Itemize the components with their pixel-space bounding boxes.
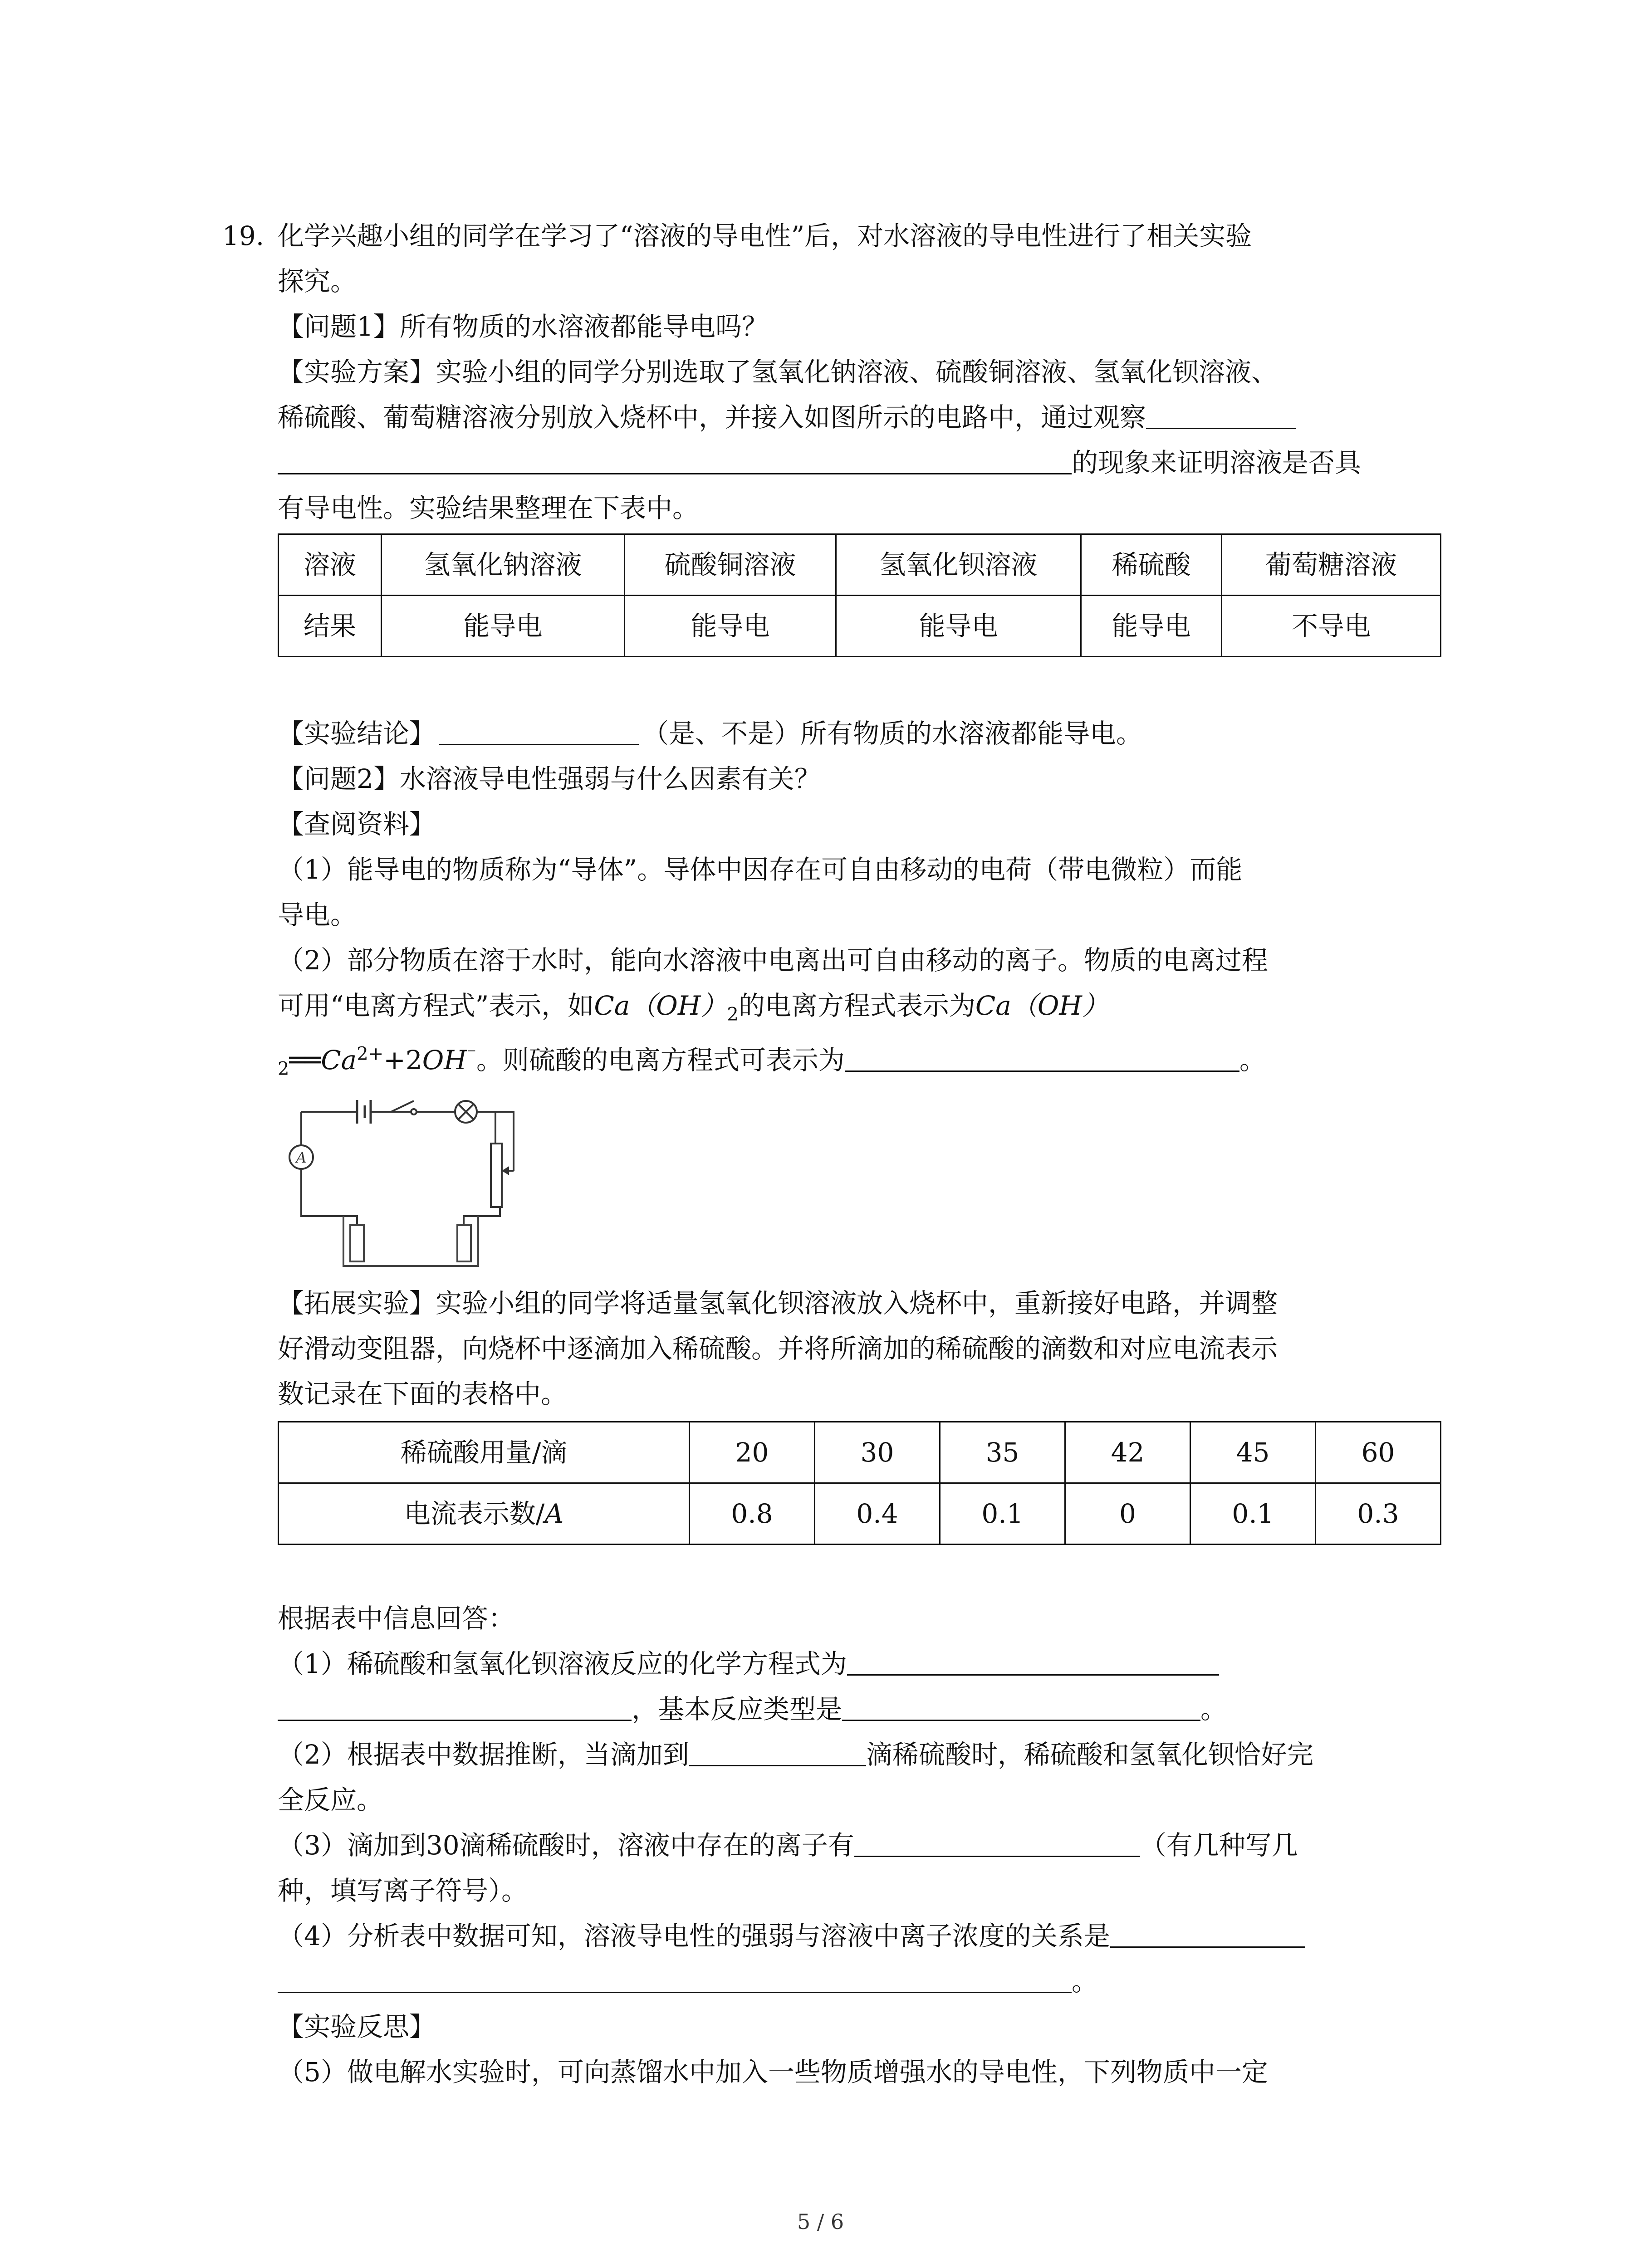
reference-2-line-3 [278, 1037, 1439, 1083]
answer-blank-observation-1[interactable] [1146, 401, 1296, 429]
table-cell: 能导电 [836, 596, 1081, 657]
plan-text-2: 稀硫酸、葡萄糖溶液分别放入烧杯中，并接入如图所示的电路中，通过观察 [278, 402, 1146, 433]
table-cell: 稀硫酸用量/滴 [279, 1422, 690, 1483]
conductivity-results-table [278, 533, 1441, 657]
circuit-wire [301, 1202, 357, 1257]
reference-text: 。则硫酸的电离方程式可表示为 [476, 1045, 845, 1075]
conclusion-suffix: （是、不是）所有物质的水溶液都能导电。 [642, 718, 1143, 749]
table-cell: 溶液 [279, 534, 382, 596]
table-cell: 0.1 [1190, 1483, 1316, 1545]
problem-2: 【问题2】水溶液导电性强弱与什么因素有关？ [278, 763, 821, 794]
reference-1-line-1: （1）能导电的物质称为“导体”。导体中因存在可自由移动的电荷（带电微粒）而能 [278, 854, 1243, 885]
reference-text: 可用“电离方程式”表示，如 [278, 990, 594, 1021]
reflection-title: 【实验反思】 [278, 2011, 436, 2042]
answer-3-line-2: 种，填写离子符号）。 [278, 1875, 528, 1906]
current-label: 电流表示数/ [404, 1498, 545, 1529]
current-unit: A [544, 1498, 564, 1529]
formula-ca: Ca [975, 990, 1011, 1021]
answer-blank-observation-2[interactable] [278, 446, 1072, 474]
answers-intro: 根据表中信息回答： [278, 1603, 515, 1634]
formula-superscript: ⁻ [466, 1043, 476, 1065]
answer-text: （3）滴加到30滴稀硫酸时，溶液中存在的离子有 [278, 1830, 854, 1861]
table-cell: 能导电 [625, 596, 836, 657]
intro-line-1 [222, 213, 1439, 259]
answer-text: （有几种写几 [1140, 1830, 1298, 1861]
table-cell: 氢氧化钡溶液 [836, 534, 1081, 596]
conclusion-line [278, 711, 1439, 756]
table-cell: 0.4 [815, 1483, 940, 1545]
table-row [279, 1422, 1441, 1483]
extension-line-2: 好滑动变阻器，向烧杯中逐滴加入稀硫酸。并将所滴加的稀硫酸的滴数和对应电流表示 [278, 1333, 1278, 1364]
table-cell: 30 [815, 1422, 940, 1483]
plan-line-1: 【实验方案】实验小组的同学分别选取了氢氧化钠溶液、硫酸铜溶液、氢氧化钡溶液、 [278, 357, 1278, 387]
formula-superscript: 2+ [357, 1043, 384, 1065]
formula-oh: （OH） [1011, 990, 1108, 1021]
answer-blank-chemical-equation-1[interactable] [847, 1647, 1219, 1676]
answer-blank-ionization-equation[interactable] [845, 1043, 1239, 1072]
ammeter-symbol: A [296, 1149, 307, 1166]
answer-4-line-1 [278, 1913, 1439, 1959]
table-cell: 60 [1316, 1422, 1441, 1483]
answer-text: 。 [1072, 1966, 1098, 1997]
table-cell: 0.8 [690, 1483, 815, 1545]
reference-title: 【查阅资料】 [278, 809, 436, 840]
table-cell: 0 [1065, 1483, 1190, 1545]
answer-blank-reaction-type[interactable] [842, 1692, 1200, 1721]
conclusion-prefix: 【实验结论】 [278, 718, 436, 749]
answer-2-line-2: 全反应。 [278, 1784, 383, 1815]
extension-line-1: 【拓展实验】实验小组的同学将适量氢氧化钡溶液放入烧杯中，重新接好电路，并调整 [278, 1288, 1278, 1319]
formula-oh: OH [422, 1045, 467, 1075]
reference-2-line-2 [278, 983, 1439, 1028]
beaker-icon [343, 1216, 478, 1266]
answer-blank-conclusion[interactable] [439, 717, 639, 745]
answer-1-line-1 [278, 1641, 1439, 1686]
table-cell: 稀硫酸 [1081, 534, 1222, 596]
table-row [279, 534, 1441, 596]
table-cell: 能导电 [1081, 596, 1222, 657]
page-number: 5 / 6 [797, 2209, 844, 2234]
answer-blank-drop-count[interactable] [689, 1738, 866, 1766]
formula-equals: ══ [289, 1045, 321, 1075]
answer-blank-chemical-equation-2[interactable] [278, 1692, 632, 1721]
answer-1-line-2 [278, 1686, 1439, 1732]
table-cell [279, 1483, 690, 1545]
table-cell: 不导电 [1222, 596, 1441, 657]
table-cell: 氢氧化钠溶液 [382, 534, 625, 596]
formula-subscript: 2 [727, 1004, 739, 1025]
problem-1: 【问题1】所有物质的水溶液都能导电吗？ [278, 311, 768, 342]
table-cell: 硫酸铜溶液 [625, 534, 836, 596]
reference-text: 。 [1239, 1045, 1266, 1075]
plan-line-4: 有导电性。实验结果整理在下表中。 [278, 493, 699, 523]
answer-text: （2）根据表中数据推断，当滴加到 [278, 1739, 689, 1770]
answer-5-line-1: （5）做电解水实验时，可向蒸馏水中加入一些物质增强水的导电性，下列物质中一定 [278, 2057, 1268, 2087]
question-content [222, 213, 1439, 2095]
table-cell: 35 [940, 1422, 1065, 1483]
table-cell: 结果 [279, 596, 382, 657]
table-cell: 能导电 [382, 596, 625, 657]
current-readings-table [278, 1421, 1441, 1545]
plan-line-3 [278, 440, 1439, 485]
lamp-icon [455, 1101, 477, 1123]
answer-3-line-1 [278, 1823, 1439, 1868]
formula-ca: Ca [594, 990, 630, 1021]
table-row [279, 596, 1441, 657]
intro-line-2: 探究。 [278, 266, 357, 297]
question-number: 19. [222, 220, 265, 251]
extension-line-3: 数记录在下面的表格中。 [278, 1378, 568, 1409]
table-cell: 葡萄糖溶液 [1222, 534, 1441, 596]
table-cell: 20 [690, 1422, 815, 1483]
table-row [279, 1483, 1441, 1545]
answer-text: （1）稀硫酸和氢氧化钡溶液反应的化学方程式为 [278, 1648, 847, 1679]
answer-2-line-1 [278, 1732, 1439, 1777]
plan-line-2 [278, 395, 1439, 440]
table-cell: 42 [1065, 1422, 1190, 1483]
formula-plus: +2 [383, 1045, 422, 1075]
table-cell: 0.1 [940, 1483, 1065, 1545]
answer-text: （4）分析表中数据可知，溶液导电性的强弱与溶液中离子浓度的关系是 [278, 1921, 1110, 1951]
formula-oh: （OH） [630, 990, 727, 1021]
answer-4-line-2 [278, 1959, 1439, 2004]
reference-text: 的电离方程式表示为 [738, 990, 975, 1021]
answer-text: ，基本反应类型是 [632, 1694, 843, 1725]
answer-blank-ions[interactable] [854, 1828, 1140, 1857]
circuit-diagram [278, 1094, 568, 1275]
reference-1-line-2: 导电。 [278, 899, 357, 930]
formula-ca: Ca [321, 1045, 357, 1075]
ammeter-icon [289, 1145, 313, 1169]
formula-subscript: 2 [278, 1058, 289, 1080]
answer-text: 。 [1200, 1694, 1227, 1725]
rheostat-icon [491, 1125, 514, 1207]
answer-text: 滴稀硫酸时，稀硫酸和氢氧化钡恰好完 [866, 1739, 1313, 1770]
table-cell: 45 [1190, 1422, 1316, 1483]
reference-2-line-1: （2）部分物质在溶于水时，能向水溶液中电离出可自由移动的离子。物质的电离过程 [278, 945, 1268, 976]
table-cell: 0.3 [1316, 1483, 1441, 1545]
answer-blank-relationship-1[interactable] [1110, 1919, 1305, 1948]
intro-text-1: 化学兴趣小组的同学在学习了“溶液的导电性”后，对水溶液的导电性进行了相关实验 [278, 220, 1252, 251]
answer-blank-relationship-2[interactable] [278, 1965, 1072, 1993]
battery-icon [357, 1100, 371, 1124]
plan-text-3: 的现象来证明溶液是否具 [1072, 447, 1362, 478]
